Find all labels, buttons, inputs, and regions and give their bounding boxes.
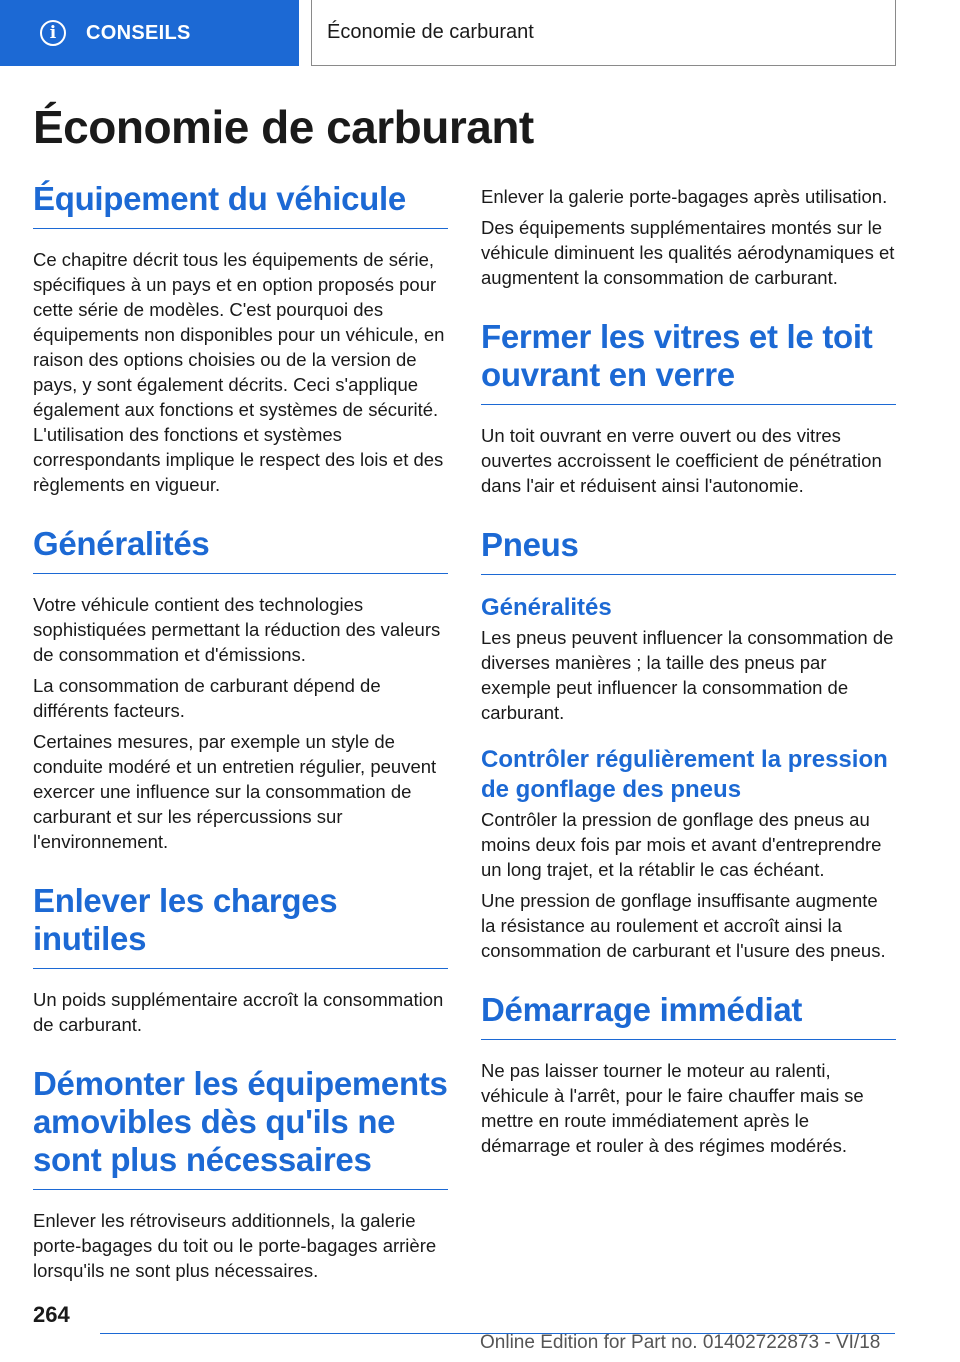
subheading-generalites-pneus: Généralités (481, 594, 612, 621)
paragraph: Un toit ouvrant en verre ouvert ou des vitres ouvertes accroissent le coefficient de pénétration dans l'air et réduisent ainsi l'autonomie. (481, 425, 882, 496)
heading-charges-inutiles: Enlever les charges inutiles (33, 882, 448, 969)
paragraph: Une pression de gonflage insuffisante augmente la résistance au roulement et accroît ainsi la consommation de carburant et l'usure des pneus. (481, 890, 886, 961)
paragraph: Enlever la galerie porte-bagages après utilisation. (481, 186, 888, 207)
paragraph: Enlever les rétroviseurs additionnels, la galerie porte-bagages du toit ou le porte-bagages arrière lorsqu'ils ne sont plus nécessaires. (33, 1210, 437, 1281)
tab-conseils-label: CONSEILS (86, 21, 191, 44)
paragraph: La consommation de carburant dépend de différents facteurs. (33, 675, 381, 721)
paragraph: Certaines mesures, par exemple un style de conduite modéré et un entretien régulier, peuvent exercer une influence sur la consommation de carburant et sur les répercussions sur l'environnement. (33, 731, 437, 852)
paragraph: Des équipements supplémentaires montés sur le véhicule diminuent les qualités aérodynamiques et augmentent la consommation de carburant. (481, 217, 895, 288)
page-number: 264 (33, 1302, 70, 1327)
paragraph: Ce chapitre décrit tous les équipements de série, spécifiques à un pays et en option proposés pour cette série de modèles. C'est pourquoi des équipements non disponibles pour un véhicule, en raison des options choisies ou de la version de pays, y sont également décrits. Ceci s'applique également aux fonctions et systèmes de sécurité. L'utilisation des fonctions et systèmes correspondants implique le respect des lois et des règlements en vigueur. (33, 249, 445, 495)
heading-pneus: Pneus (481, 526, 896, 575)
tab-conseils[interactable] (0, 0, 299, 66)
paragraph: Les pneus peuvent influencer la consommation de diverses manières ; la taille des pneus par exemple peut influencer la consommation de carburant. (481, 627, 894, 723)
info-icon: i (40, 20, 66, 46)
paragraph: Contrôler la pression de gonflage des pneus au moins deux fois par mois et avant d'entreprendre un long trajet, et la rétablir le cas échéant. (481, 809, 882, 880)
heading-generalites: Généralités (33, 525, 448, 574)
footer-edition: Online Edition for Part no. 01402722873 - VI/18 (480, 1332, 881, 1353)
paragraph: Un poids supplémentaire accroît la consommation de carburant. (33, 989, 444, 1035)
heading-demonter-equipements: Démonter les équipements amovibles dès qu'ils ne sont plus nécessaires (33, 1065, 448, 1190)
paragraph: Ne pas laisser tourner le moteur au ralenti, véhicule à l'arrêt, pour le faire chauffer mais se mettre en route immédiatement après le démarrage et rouler à des régimes modérés. (481, 1060, 864, 1156)
right-column (481, 184, 896, 1164)
section-title-label: Économie de carburant (327, 21, 534, 43)
left-column (33, 180, 448, 1289)
heading-fermer-vitres: Fermer les vitres et le toit ouvrant en verre (481, 318, 896, 405)
paragraph: Votre véhicule contient des technologies sophistiquées permettant la réduction des valeurs de consommation et d'émissions. (33, 594, 441, 665)
heading-demarrage-immediat: Démarrage immédiat (481, 991, 896, 1040)
subheading-pression-gonflage: Contrôler régulièrement la pression de gonflage des pneus (481, 746, 888, 803)
heading-equipement-vehicule: Équipement du véhicule (33, 180, 448, 229)
section-title-tab[interactable] (311, 0, 896, 66)
page-title: Économie de carburant (33, 101, 534, 153)
